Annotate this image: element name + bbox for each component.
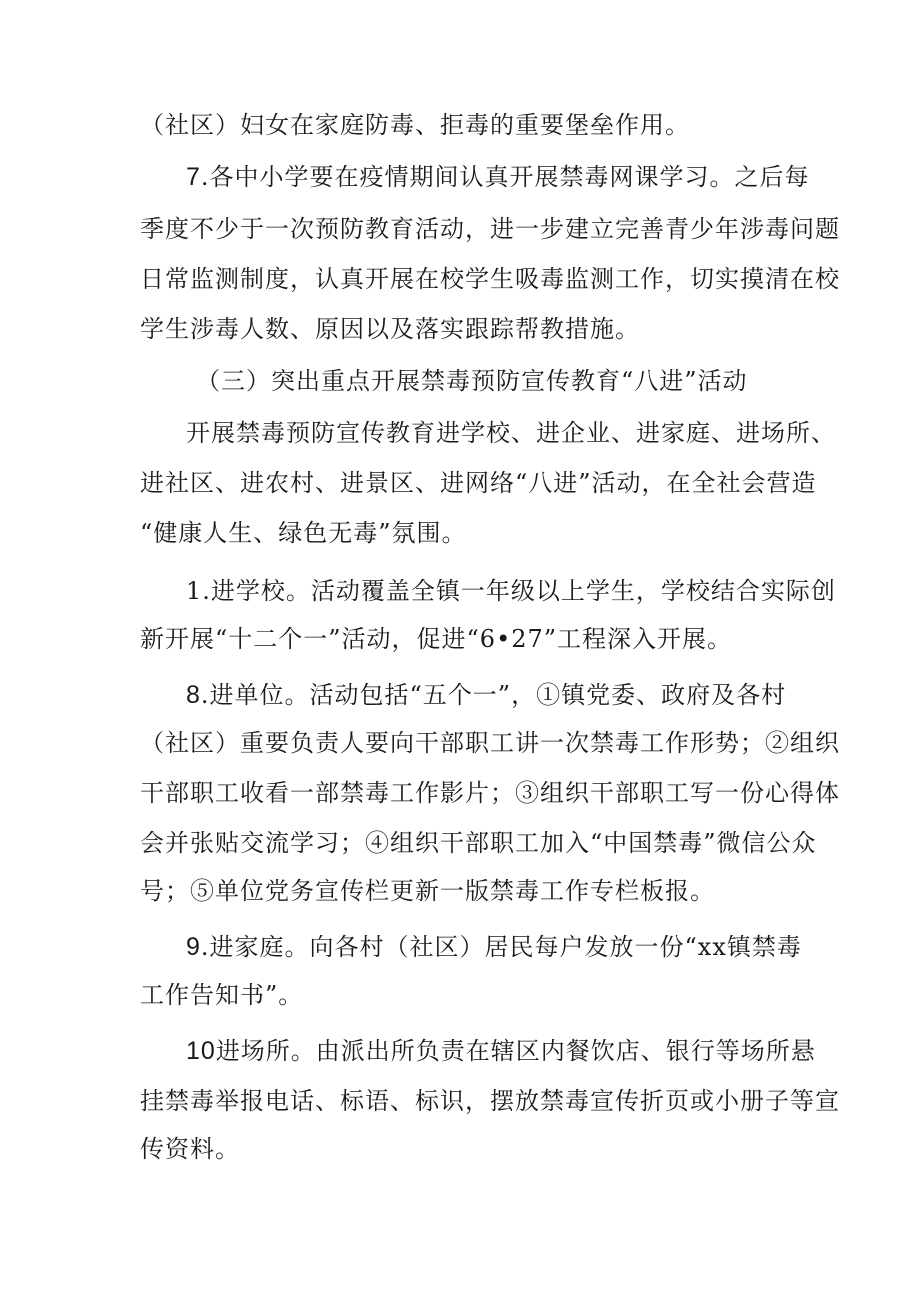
text-line: （社区）妇女在家庭防毒、拒毒的重要堡垒作用。	[140, 111, 690, 139]
text-line: 工作告知书”。	[140, 981, 304, 1009]
section-heading: （三）突出重点开展禁毒预防宣传教育“八进”活动	[196, 367, 748, 395]
text-line: 1.进学校。活动覆盖全镇一年级以上学生，学校结合实际创	[186, 577, 836, 605]
text-line: 干部职工收看一部禁毒工作影片；③组织干部职工写一份心得体	[140, 779, 840, 807]
text-line: 新开展“十二个一”活动，促进“6•27”工程深入开展。	[140, 625, 733, 653]
text-line: .进单位。活动包括“五个一”，①镇党委、政府及各村	[200, 681, 787, 709]
text-line: 学生涉毒人数、原因以及落实跟踪帮教措施。	[140, 315, 640, 343]
text-line: 会并张贴交流学习；④组织干部职工加入“中国禁毒”微信公众	[140, 829, 817, 857]
text-line: 传资料。	[140, 1135, 240, 1163]
item-number: 10	[186, 1037, 216, 1065]
item-number: 8	[186, 681, 201, 709]
text-line: 开展禁毒预防宣传教育进学校、进企业、进家庭、进场所、	[186, 419, 836, 447]
text-line: 季度不少于一次预防教育活动，进一步建立完善青少年涉毒问题	[140, 215, 840, 243]
text-line: 日常监测制度，认真开展在校学生吸毒监测工作，切实摸清在校	[140, 265, 840, 293]
list-item-first-line	[186, 162, 810, 192]
text-line: .进家庭。向各村（社区）居民每户发放一份“xx镇禁毒	[200, 933, 802, 961]
text-line: .各中小学要在疫情期间认真开展禁毒网课学习。之后每	[200, 163, 810, 191]
list-item-first-line	[186, 1036, 816, 1066]
text-line: “健康人生、绿色无毒”氛围。	[140, 519, 467, 547]
text-line: 号；⑤单位党务宣传栏更新一版禁毒工作专栏板报。	[140, 877, 715, 905]
text-line: 进场所。由派出所负责在辖区内餐饮店、银行等场所悬	[215, 1037, 816, 1065]
text-line: 进社区、进农村、进景区、进网络“八进”活动，在全社会营造	[140, 469, 817, 497]
list-item-first-line	[186, 932, 802, 962]
list-item-first-line	[186, 680, 786, 710]
text-line: 挂禁毒举报电话、标语、标识，摆放禁毒宣传折页或小册子等宣	[140, 1087, 840, 1115]
item-number: 7	[186, 163, 201, 191]
text-line: （社区）重要负责人要向干部职工讲一次禁毒工作形势；②组织	[140, 729, 840, 757]
item-number: 9	[186, 933, 201, 961]
